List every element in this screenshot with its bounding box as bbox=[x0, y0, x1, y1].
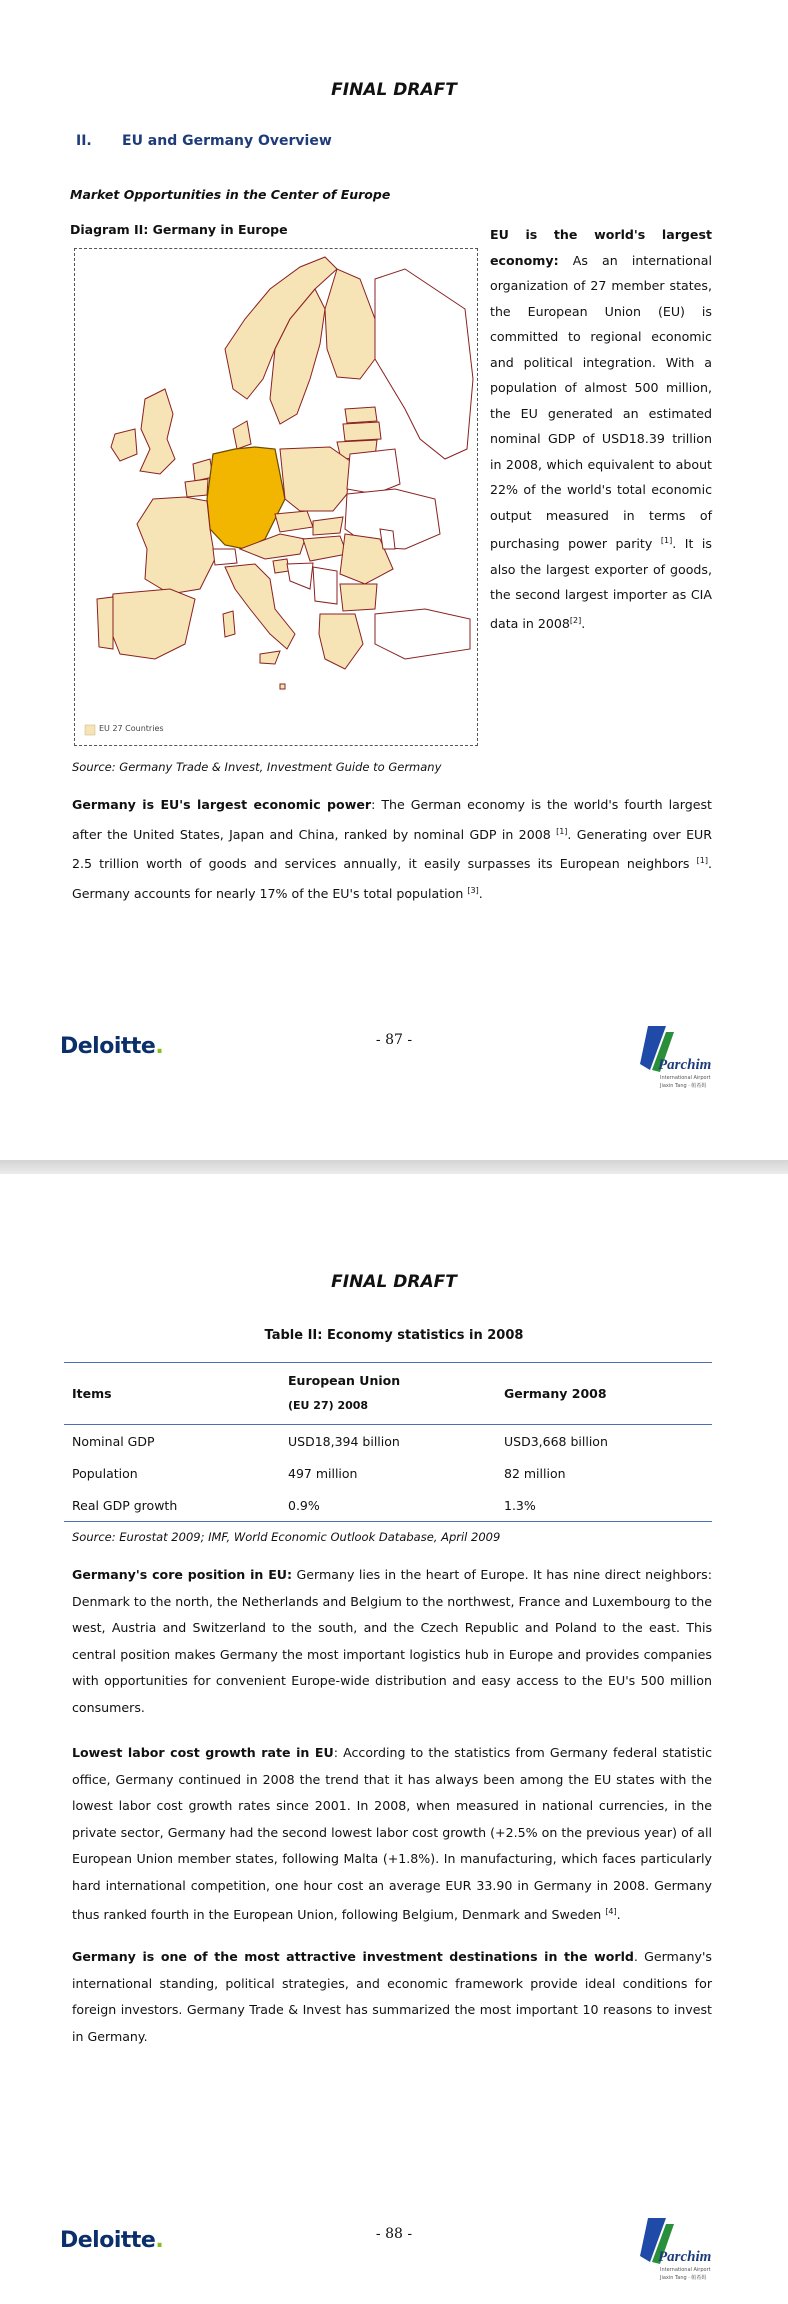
map-poland bbox=[280, 447, 350, 511]
map-czech bbox=[275, 511, 313, 532]
map-greece bbox=[319, 614, 363, 669]
section-number: II. bbox=[76, 133, 92, 149]
investment-bold: Germany is one of the most attractive investment destinations in the world bbox=[72, 1949, 634, 1964]
final-draft-header: FINAL DRAFT bbox=[331, 80, 457, 100]
subheading: Market Opportunities in the Center of Europe bbox=[70, 187, 391, 202]
map-estonia bbox=[345, 407, 377, 423]
germany-power-paragraph bbox=[72, 792, 712, 908]
economy-table bbox=[64, 1362, 712, 1522]
labor-cost-end: . bbox=[616, 1907, 621, 1923]
table-cell: USD18,394 billion bbox=[288, 1433, 400, 1449]
ref-1b: [1] bbox=[556, 826, 568, 836]
map-latvia bbox=[343, 422, 381, 441]
core-position-paragraph bbox=[72, 1562, 712, 1721]
map-sardinia bbox=[223, 611, 235, 637]
table-cell: 0.9% bbox=[280, 1489, 496, 1522]
map-italy bbox=[225, 564, 295, 649]
eu-economy-bold: EU is the world's largest economy: bbox=[490, 227, 712, 268]
table-header-row bbox=[64, 1363, 712, 1425]
parchim-name: Parchim bbox=[658, 1057, 712, 1073]
eu-economy-body-a: As an international organization of 27 member states, the European Union (EU) is committed to regional economic and political integration. With a population of almost 500 million, the EU generated an estimated nominal GDP of USD18.39 trillion in 2008, which equivalent to about 22% of the world's total economic output measured in terms of purchasing power parity bbox=[490, 252, 712, 552]
parchim-sub-2: International Airport bbox=[660, 2267, 711, 2273]
germany-power-bold: Germany is EU's largest economic power bbox=[72, 797, 372, 812]
labor-cost-text: : According to the statistics from Germany federal statistic office, Germany continued in 2008 the trend that it has always been among the EU states with the lowest labor cost growth rates since 2001. In 2008, when measured in national currencies, in the private sector, Germany had the second lowest labor cost growth (+2.5% on the previous year) of all European Union member states, following Malta (+1.8%). In manufacturing, which faces particularly hard international competition, one hour cost an average EUR 33.90 in Germany in 2008. Germany thus ranked fourth in the European Union, following Belgium, Denmark and Sweden bbox=[72, 1745, 712, 1923]
map-belgium bbox=[185, 479, 208, 497]
map-croatia bbox=[287, 563, 313, 589]
labor-cost-bold: Lowest labor cost growth rate in EU bbox=[72, 1745, 334, 1760]
map-finland bbox=[325, 269, 375, 379]
map-serbia bbox=[313, 567, 337, 604]
ref-1: [1] bbox=[660, 536, 673, 545]
table-cell: USD3,668 billion bbox=[504, 1433, 608, 1449]
map-slovenia bbox=[273, 559, 289, 573]
eu-economy-text bbox=[490, 222, 712, 636]
header-eu-line1: European Union bbox=[288, 1373, 401, 1388]
page-number-2: - 88 - bbox=[375, 2226, 413, 2242]
germany-power-a: : The German economy is the world's fourth largest after the United States, Japan and China, ranked by nominal GDP in 2008 bbox=[72, 797, 712, 842]
map-germany bbox=[207, 447, 285, 549]
map-sicily bbox=[260, 651, 280, 664]
deloitte-logo-dot-2: . bbox=[155, 2228, 164, 2253]
page-88 bbox=[0, 1174, 788, 2304]
header-items: Items bbox=[64, 1363, 280, 1425]
map-russia bbox=[375, 269, 473, 459]
germany-power-b: . Generating over EUR 2.5 trillion worth of goods and services annually, it easily surpasses its European neighbors bbox=[72, 826, 712, 872]
map-moldova bbox=[380, 529, 395, 549]
ref-2: [2] bbox=[569, 615, 582, 625]
diagram-title: Diagram II: Germany in Europe bbox=[70, 222, 288, 237]
page-separator bbox=[0, 1160, 788, 1174]
core-position-bold: Germany's core position in EU: bbox=[72, 1567, 293, 1582]
ref-4: [4] bbox=[605, 1907, 617, 1916]
deloitte-logo-text: Deloitte bbox=[60, 1034, 156, 1059]
page-number: - 87 - bbox=[375, 1032, 413, 1048]
header-eu bbox=[280, 1363, 496, 1425]
parchim-sub2: Jiaxin Tang · 帕希姆 bbox=[660, 1083, 707, 1089]
table-row bbox=[64, 1489, 712, 1522]
investment-paragraph bbox=[72, 1944, 712, 2050]
map-hungary bbox=[303, 536, 347, 561]
ref-1c: [1] bbox=[696, 856, 708, 866]
map-source: Source: Germany Trade & Invest, Investment Guide to Germany bbox=[72, 760, 442, 774]
table-cell: Real GDP growth bbox=[64, 1489, 280, 1522]
parchim-logo-2 bbox=[638, 2216, 730, 2286]
eu-economy-body-b: . It is also the largest exporter of goods, the second largest importer as CIA data in 2008 bbox=[490, 536, 712, 631]
final-draft-header-2: FINAL DRAFT bbox=[331, 1272, 457, 1292]
section-heading bbox=[76, 133, 332, 149]
germany-power-c: . Germany accounts for nearly 17% of the EU's total population bbox=[72, 856, 712, 902]
eu-economy-body-c: . bbox=[581, 615, 586, 631]
map-bulgaria bbox=[340, 584, 377, 611]
section-title: EU and Germany Overview bbox=[122, 133, 332, 149]
core-position-text: Germany lies in the heart of Europe. It has nine direct neighbors: Denmark to the north, the Netherlands and Belgium to the northwest, France and Luxembourg to the west, Austria and Switzerland to the south, and the Czech Republic and Poland to the east. This central position makes Germany the most important logistics hub in Europe and provides companies with opportunities for convenient Europe-wide distribution and easy access to the EU's 500 million consumers. bbox=[72, 1567, 712, 1715]
parchim-sub: International Airport bbox=[660, 1075, 711, 1081]
map-denmark bbox=[233, 421, 251, 449]
europe-map bbox=[74, 248, 478, 746]
header-eu-line2: (EU 27) 2008 bbox=[288, 1399, 369, 1412]
header-germany: Germany 2008 bbox=[496, 1363, 712, 1425]
table-cell: 1.3% bbox=[496, 1489, 712, 1522]
legend-label: EU 27 Countries bbox=[99, 724, 164, 733]
parchim-logo bbox=[638, 1024, 730, 1094]
map-portugal bbox=[97, 597, 113, 649]
map-france bbox=[137, 497, 215, 594]
map-malta bbox=[280, 684, 285, 689]
parchim-name-2: Parchim bbox=[658, 2249, 712, 2265]
europe-map-svg bbox=[75, 249, 477, 745]
map-belarus bbox=[347, 449, 400, 494]
table-source: Source: Eurostat 2009; IMF, World Economic Outlook Database, April 2009 bbox=[72, 1530, 501, 1544]
legend-swatch bbox=[85, 725, 95, 735]
table-cell: Nominal GDP bbox=[72, 1433, 155, 1449]
deloitte-logo-text-2: Deloitte bbox=[60, 2228, 156, 2253]
map-spain bbox=[110, 589, 195, 659]
map-switzerland bbox=[213, 549, 237, 565]
map-uk bbox=[140, 389, 175, 474]
map-slovakia bbox=[313, 517, 343, 535]
deloitte-logo-dot: . bbox=[155, 1034, 164, 1059]
table-title: Table II: Economy statistics in 2008 bbox=[264, 1328, 524, 1343]
ref-3: [3] bbox=[467, 885, 479, 895]
table-row bbox=[64, 1425, 712, 1458]
investment-text: . Germany's international standing, political strategies, and economic framework provide ideal conditions for foreign investors. Germany Trade & Invest has summarized the most important 10 reasons to invest in Germany. bbox=[72, 1949, 712, 2044]
parchim-sub2-2: Jiaxin Tang · 帕希姆 bbox=[660, 2275, 707, 2281]
table-cell: 82 million bbox=[504, 1465, 566, 1481]
map-turkey bbox=[375, 609, 470, 659]
table-cell: 497 million bbox=[288, 1465, 358, 1481]
map-ireland bbox=[111, 429, 137, 461]
table-row bbox=[64, 1457, 712, 1489]
table-cell: Population bbox=[72, 1465, 138, 1481]
germany-power-d: . bbox=[478, 886, 483, 902]
labor-cost-paragraph bbox=[72, 1740, 712, 1929]
